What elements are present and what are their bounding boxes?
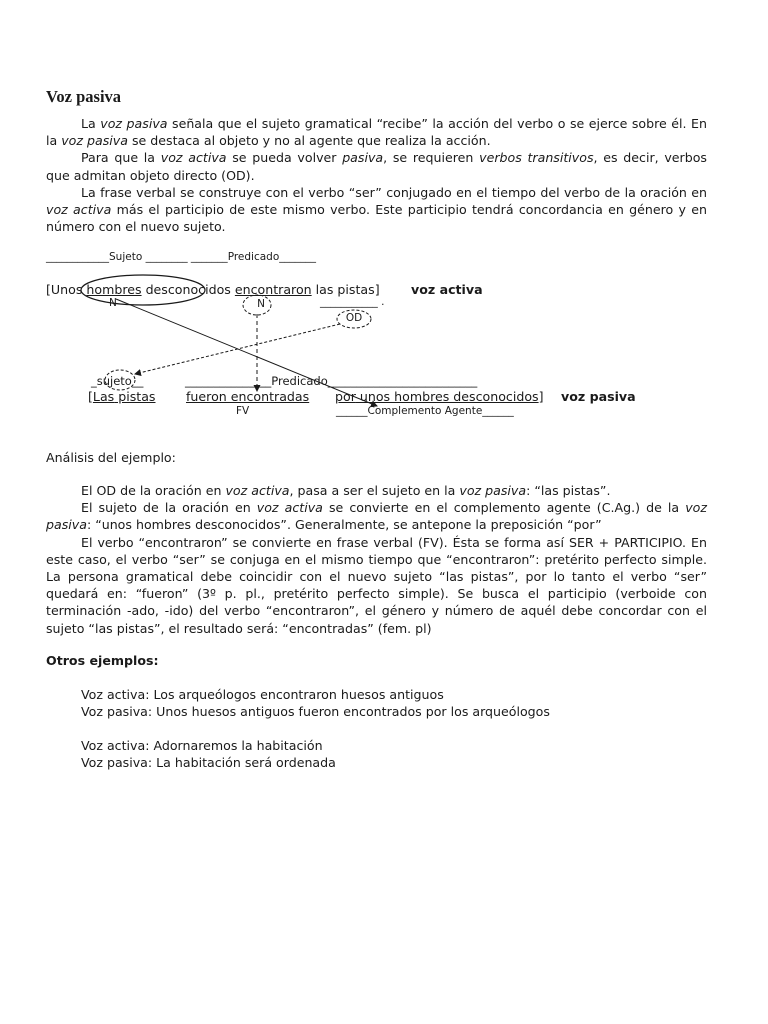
text-run: más el participio de este mismo verbo. Este participio tendrá concordancia en género y en número con el nuevo sujeto. [46,202,707,235]
text-run: , se requieren [383,150,480,166]
analysis-section [46,482,707,637]
agent-phrase: unos hombres desconocidos [355,389,539,404]
analysis-heading: Análisis del ejemplo: [46,450,176,465]
analysis-paragraph-3: El verbo “encontraron” se convierte en frase verbal (FV). Ésta se forma así SER + PARTICIPIO. En este caso, el verbo “ser” se conjuga en el mismo tiempo que “encontraron”: pretérito perfecto simple. La persona gramatical debe coincidir con el nuevo sujeto “las pistas”, por lo tanto el verbo “ser” quedará en: “fueron” (3º p. pl., pretérito perfecto simple). Se busca el participio (verboide con terminación -ado, -ido) del verbo “encontraron”, el género y número de aquél debe concordar con el sujeto “las pistas”, el resultado será: “encontradas” (fem. pl) [46,534,707,636]
word-hombres: hombres [86,282,142,297]
text-run: La frase verbal se construye con el verbo “ser” conjugado en el tiempo del verbo de la oración en [81,184,707,200]
bracket-close: ] [538,389,544,404]
text-run: : “las pistas”. [526,483,611,498]
word-desconocidos: desconocidos [141,282,235,297]
text-run: señala que el sujeto gramatical “recibe” la acción del verbo o se ejerce sobre él. En la [46,116,707,149]
page-title: Voz pasiva [46,87,122,106]
complemento-agente-text: Complemento Agente [367,405,483,417]
passive-agent [335,389,544,404]
underline-filler: _ [91,374,97,388]
label-sujeto: Sujeto [109,251,143,263]
example-2-passive: Voz pasiva: La habitación será ordenada [81,755,336,770]
label-predicado: Predicado [227,251,280,263]
term-voz-pasiva: voz pasiva [61,133,128,149]
words-las-pistas: las pistas] [311,282,380,297]
passive-predicado-label: _______________Predicado__________________________ [185,374,478,388]
term-voz-activa: voz activa [160,150,227,166]
od-bubble-label: OD [345,312,363,324]
word-encontraron: encontraron [234,282,312,297]
others-heading: Otros ejemplos: [46,653,159,668]
text-run: Para que la [81,150,161,166]
label-n-nucleus: N [109,297,117,309]
label-complemento-agente [336,405,514,417]
underline-filler: ________ _______ [142,251,228,263]
arrow-od-to-subject [135,324,340,374]
underline-filler: ______ [482,405,514,417]
label-fv: FV [236,405,250,417]
example-1-active: Voz activa: Los arqueólogos encontraron huesos antiguos [81,687,444,702]
text-run: : “unos hombres desconocidos”. Generalmente, se antepone la preposición “por” [86,517,602,533]
passive-subject [88,389,156,404]
analysis-paragraph-1 [46,482,707,499]
term-pasiva: pasiva [342,150,384,166]
text-run: , es decir, verbos que admitan objeto directo (OD). [46,150,707,183]
text-run: se pueda volver [226,150,343,166]
underline-filler: _______ [279,251,317,263]
term-voz-pasiva: voz pasiva [100,116,168,131]
tag-voz-activa: voz activa [411,282,483,297]
n-bubble-label: N [257,298,265,310]
text-run: se destaca al objeto y no al agente que realiza la acción. [127,133,491,149]
word-por: por [335,389,356,404]
term-voz-activa: voz activa [225,483,290,498]
od-blank-line: ___________ . [320,296,385,308]
subject-ellipse [81,275,205,305]
text-run: , pasa a ser el sujeto en la [289,483,460,498]
example-1-passive: Voz pasiva: Unos huesos antiguos fueron encontrados por los arqueólogos [81,704,550,719]
analysis-paragraph-2 [46,499,707,533]
term-verbos-transitivos: verbos transitivos [479,150,594,166]
underline-filler: ____________ [46,251,109,263]
text-run: El OD de la oración en [81,483,226,498]
text-run: se convierte en el complemento agente (C.Ag.) de la [322,500,686,516]
word-las: Las [92,389,115,404]
term-voz-pasiva: voz pasiva [459,483,527,498]
tag-voz-pasiva: voz pasiva [561,389,636,404]
bracket-open: [ [88,389,93,404]
example-2-active: Voz activa: Adornaremos la habitación [81,738,323,753]
term-voz-activa: voz activa [256,500,323,516]
text-run: El sujeto de la oración en [81,500,257,516]
word-pistas: pistas [114,389,156,404]
label-sujeto: sujeto [96,374,132,388]
passive-verb-phrase: fueron encontradas [186,389,310,404]
text-run: La [81,116,101,131]
passive-sujeto-label [91,374,143,388]
term-voz-activa: voz activa [46,202,112,218]
bracket-open: [Unos [46,282,87,297]
underline-filler: ______ [336,405,368,417]
term-voz-pasiva: voz pasiva [46,500,708,533]
underline-filler: __ [131,374,144,388]
